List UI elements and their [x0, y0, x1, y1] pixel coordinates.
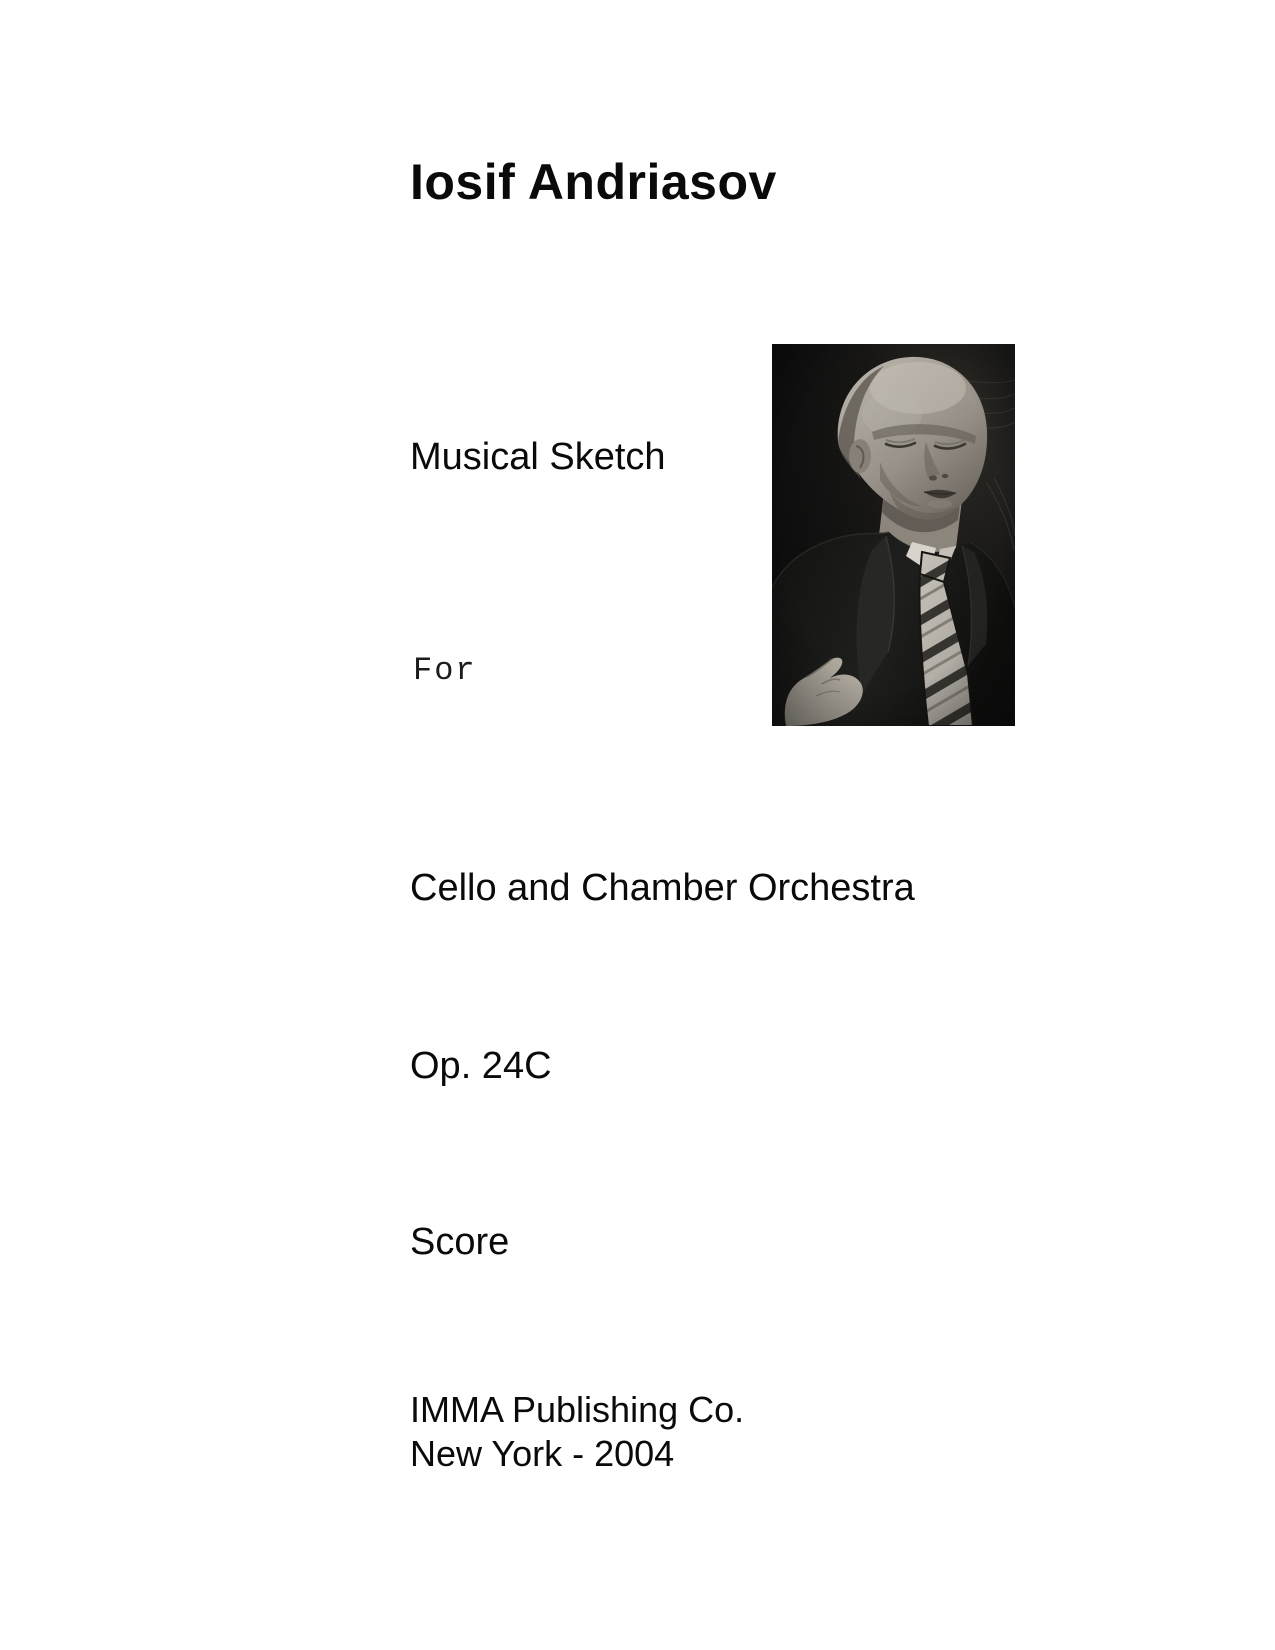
publisher-block [410, 1388, 744, 1475]
edition-type: Score [410, 1221, 510, 1263]
preposition-for: For [413, 652, 477, 689]
composer-name: Iosif Andriasov [410, 154, 777, 210]
instrumentation: Cello and Chamber Orchestra [410, 867, 915, 909]
opus-number: Op. 24C [410, 1045, 552, 1087]
composer-photo-image [772, 344, 1015, 726]
publisher-name: IMMA Publishing Co. [410, 1389, 745, 1430]
publication-place-year: New York - 2004 [410, 1432, 675, 1474]
composer-photo [772, 344, 1015, 726]
work-title: Musical Sketch [410, 436, 666, 478]
